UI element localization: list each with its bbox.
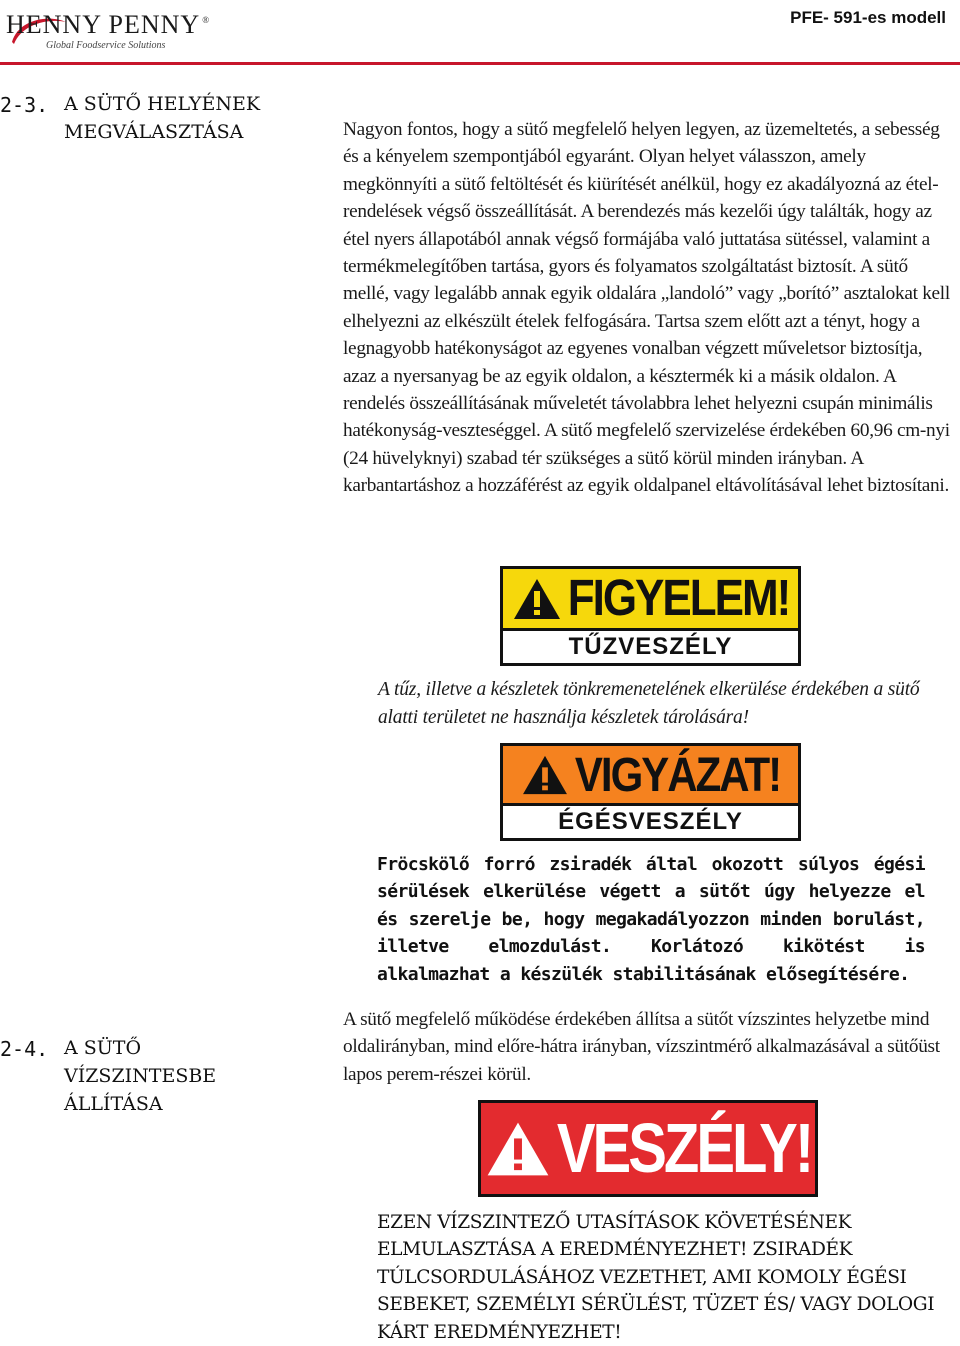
section-2-4-body: A sütő megfelelő működése érdekében állítsa a sütőt vízszintes helyzetbe mind oldalirányban, mind előre-hátra irányban, vízszintmérő alkalmazásával a sütőüst lapos perem-részei körül. xyxy=(343,1009,940,1085)
danger-sign-header xyxy=(481,1103,815,1194)
section-2-4-title: A SÜTŐ VÍZSZINTESBE ÁLLÍTÁSA xyxy=(64,1037,217,1115)
warning-hazard-label: TŰZVESZÉLY xyxy=(503,628,798,663)
logo-wordmark: HENNY PENNY xyxy=(6,10,201,39)
section-2-3-title: A SÜTŐ HELYÉNEK MEGVÁLASZTÁSA xyxy=(64,93,261,143)
danger-signal-word: VESZÉLY! xyxy=(556,1109,812,1188)
logo-tagline: Global Foodservice Solutions xyxy=(46,40,166,51)
danger-message: EZEN VÍZSZINTEZŐ UTASÍTÁSOK KÖVETÉSÉNEK ELMULASZTÁSA A EREDMÉNYEZHET! ZSIRADÉK TÚLCSORDULÁSÁHOZ VEZETHET, AMI KOMOLY ÉGÉSI SEBEKET, SZEMÉLYI SÉRÜLÉST, TÜZET ÉS/ VAGY DOLOGI KÁRT EREDMÉNYEZHET! xyxy=(377,1212,935,1343)
caution-message: Fröcskölő forró zsiradék által okozott súlyos égési sérülések elkerülése végett a sütőt úgy helyezze el és szerelje be, hogy megakadályozzon minden borulást, illetve elmozdulást. Korlátozó kikötést is alkalmazhat a készülék stabilitásának elősegítésére. xyxy=(377,854,925,985)
danger-triangle-icon xyxy=(485,1119,551,1179)
warning-message: A tűz, illetve a készletek tönkremenetelének elkerülése érdekében a sütő alatti területet ne használja készletek tárolására! xyxy=(378,679,920,728)
caution-hazard-label: ÉGÉSVESZÉLY xyxy=(503,803,798,838)
section-2-3-number: 2-3. xyxy=(0,93,49,117)
section-2-4-number: 2-4. xyxy=(0,1037,49,1061)
caution-sign xyxy=(500,743,801,841)
henny-penny-logo xyxy=(6,6,211,56)
model-label: PFE- 591-es modell xyxy=(790,8,946,27)
warning-signal-word: FIGYELEM! xyxy=(567,569,790,627)
logo-registered-mark: ® xyxy=(202,15,211,26)
caution-sign-header xyxy=(503,746,798,803)
caution-triangle-icon xyxy=(521,754,569,796)
warning-sign xyxy=(500,566,801,666)
section-2-3-body: Nagyon fontos, hogy a sütő megfelelő helyen legyen, az üzemeltetés, a sebesség és a kényelem szempontjából egyaránt. Olyan helyet válasszon, amely megkönnyíti a sütő feltöltését és kiürítését anélkül, hogy ez akadályozná az étel-rendelések végső összeállítását. A berendezés más kezelői úgy találták, hogy az étel nyers állapotából annak végső formájába való juttatása sütéssel, valamint a termékmelegítőben tartása, gyors és folyamatos szolgáltatást biztosít. A sütő mellé, vagy legalább annak egyik oldalára „landoló” vagy „borító” asztalokat kell elhelyezni az elkészült ételek felfogására. Tartsa szem előtt azt a tényt, hogy a legnagyobb hatékonyságot az egyenes vonalban végzett műveletsor biztosítja, azaz a nyersanyag be az egyik oldalon, a késztermék ki a másik oldalon. A rendelés összeállításának műveletét távolabbra lehet helyezni csupán minimális hatékonyság-veszteséggel. A sütő megfelelő szervizelése érdekében 60,96 cm-nyi (24 hüvelyknyi) szabad tér szükséges a sütő körül minden irányban. A karbantartáshoz a hozzáférést az egyik oldalpanel eltávolításával lehet biztosítani. xyxy=(343,119,950,497)
danger-sign xyxy=(478,1100,818,1197)
caution-signal-word: VIGYÁZAT! xyxy=(574,746,781,801)
header-rule xyxy=(0,62,960,65)
warning-triangle-icon xyxy=(512,577,562,621)
warning-sign-header xyxy=(503,569,798,628)
